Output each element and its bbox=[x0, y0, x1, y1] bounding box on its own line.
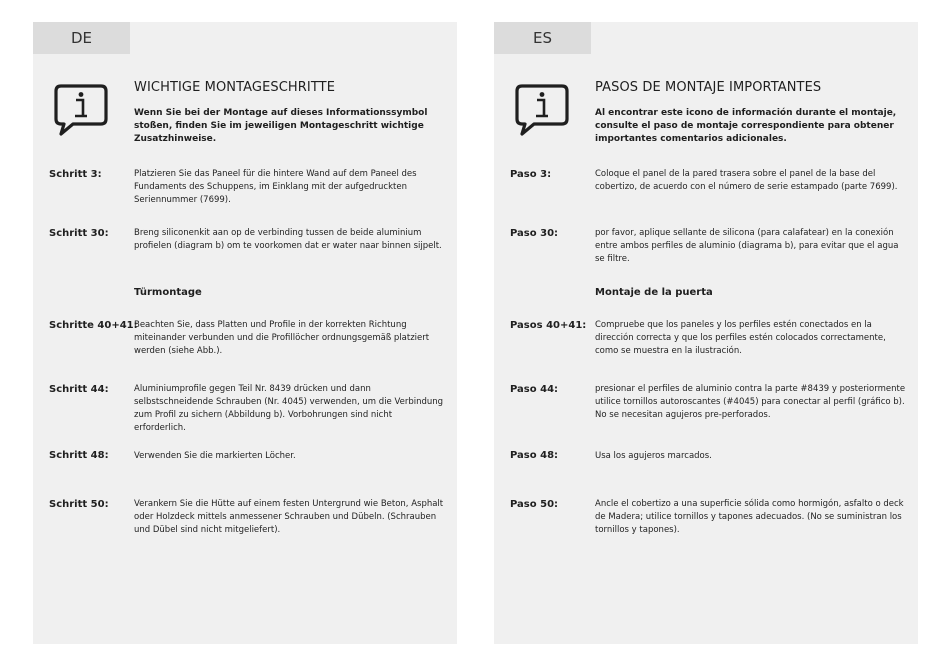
step-label: Schritt 30: bbox=[49, 228, 109, 239]
page-es bbox=[494, 22, 918, 644]
page-de bbox=[33, 22, 457, 644]
step-label: Schritt 44: bbox=[49, 384, 109, 395]
step-text: Usa los agujeros marcados. bbox=[595, 451, 712, 461]
step-label: Schritt 48: bbox=[49, 450, 109, 461]
step-text: Ancle el cobertizo a una superficie sólida como hormigón, asfalto o deck de Madera; utilice tornillos y tapones adecuados. (No se suministran los tornillos y tapones). bbox=[595, 499, 904, 535]
step-text: Breng siliconenkit aan op de verbinding tussen de beide aluminium profielen (diagram b) om te voorkomen dat er water naar binnen sijpelt. bbox=[134, 228, 442, 251]
language-tab: DE bbox=[33, 22, 130, 54]
step-label: Paso 48: bbox=[510, 450, 559, 461]
step-text: Aluminiumprofile gegen Teil Nr. 8439 drücken und dann selbstschneidende Schrauben (Nr. 4045) verwenden, um die Verbindung zum Profil zu sichern (Abbildung b). Vorbohrungen sind nicht erforderlich. bbox=[134, 384, 444, 433]
page-title: PASOS DE MONTAJE IMPORTANTES bbox=[595, 80, 822, 95]
step-label: Schritte 40+41: bbox=[49, 320, 138, 331]
step-label: Schritt 3: bbox=[49, 169, 102, 180]
language-tab: ES bbox=[494, 22, 591, 54]
step-text: Verwenden Sie die markierten Löcher. bbox=[134, 451, 296, 461]
page-title: WICHTIGE MONTAGESCHRITTE bbox=[134, 80, 336, 95]
step-text: Verankern Sie die Hütte auf einem festen Untergrund wie Beton, Asphalt oder Holzdeck mittels anmessener Schrauben und Dübeln. (Schrauben und Dübel sind nicht mitgeliefert). bbox=[134, 499, 444, 535]
section-heading: Türmontage bbox=[134, 287, 202, 298]
intro-text: Wenn Sie bei der Montage auf dieses Informationssymbol stoßen, finden Sie im jeweiligen Montageschritt wichtige Zusatzhinweise. bbox=[134, 108, 428, 144]
step-text: presionar el perfiles de aluminio contra la parte #8439 y posteriormente utilice tornillos autoroscantes (#4045) para conectar al perfil (gráfico b). No se necesitan agujeros pre-perforados. bbox=[595, 384, 906, 420]
step-label: Pasos 40+41: bbox=[510, 320, 587, 331]
step-text: por favor, aplique sellante de silicona (para calafatear) en la conexión entre ambos perfiles de aluminio (diagrama b), para evitar que el agua se filtre. bbox=[595, 228, 899, 264]
intro-text: Al encontrar este icono de información durante el montaje, consulte el paso de montaje correspondiente para obtener importantes comentarios adicionales. bbox=[595, 108, 897, 144]
step-text: Compruebe que los paneles y los perfiles estén conectados en la dirección correcta y que los perfiles estén colocados correctamente, como se muestra en la ilustración. bbox=[595, 320, 886, 356]
step-text: Beachten Sie, dass Platten und Profile in der korrekten Richtung miteinander verbunden und die Profillöcher ordnungsgemäß platziert werden (siehe Abb.). bbox=[134, 320, 430, 356]
step-label: Paso 3: bbox=[510, 169, 552, 180]
step-label: Paso 44: bbox=[510, 384, 559, 395]
steps-list bbox=[494, 22, 918, 644]
step-label: Paso 50: bbox=[510, 499, 559, 510]
step-label: Paso 30: bbox=[510, 228, 559, 239]
section-heading: Montaje de la puerta bbox=[595, 287, 713, 298]
steps-list bbox=[33, 22, 457, 644]
step-text: Coloque el panel de la pared trasera sobre el panel de la base del cobertizo, de acuerdo con el número de serie estampado (parte 7699). bbox=[595, 169, 898, 192]
step-label: Schritt 50: bbox=[49, 499, 109, 510]
step-text: Platzieren Sie das Paneel für die hintere Wand auf dem Paneel des Fundaments des Schuppens, im Einklang mit der aufgedruckten Seriennummer (7699). bbox=[134, 169, 417, 205]
